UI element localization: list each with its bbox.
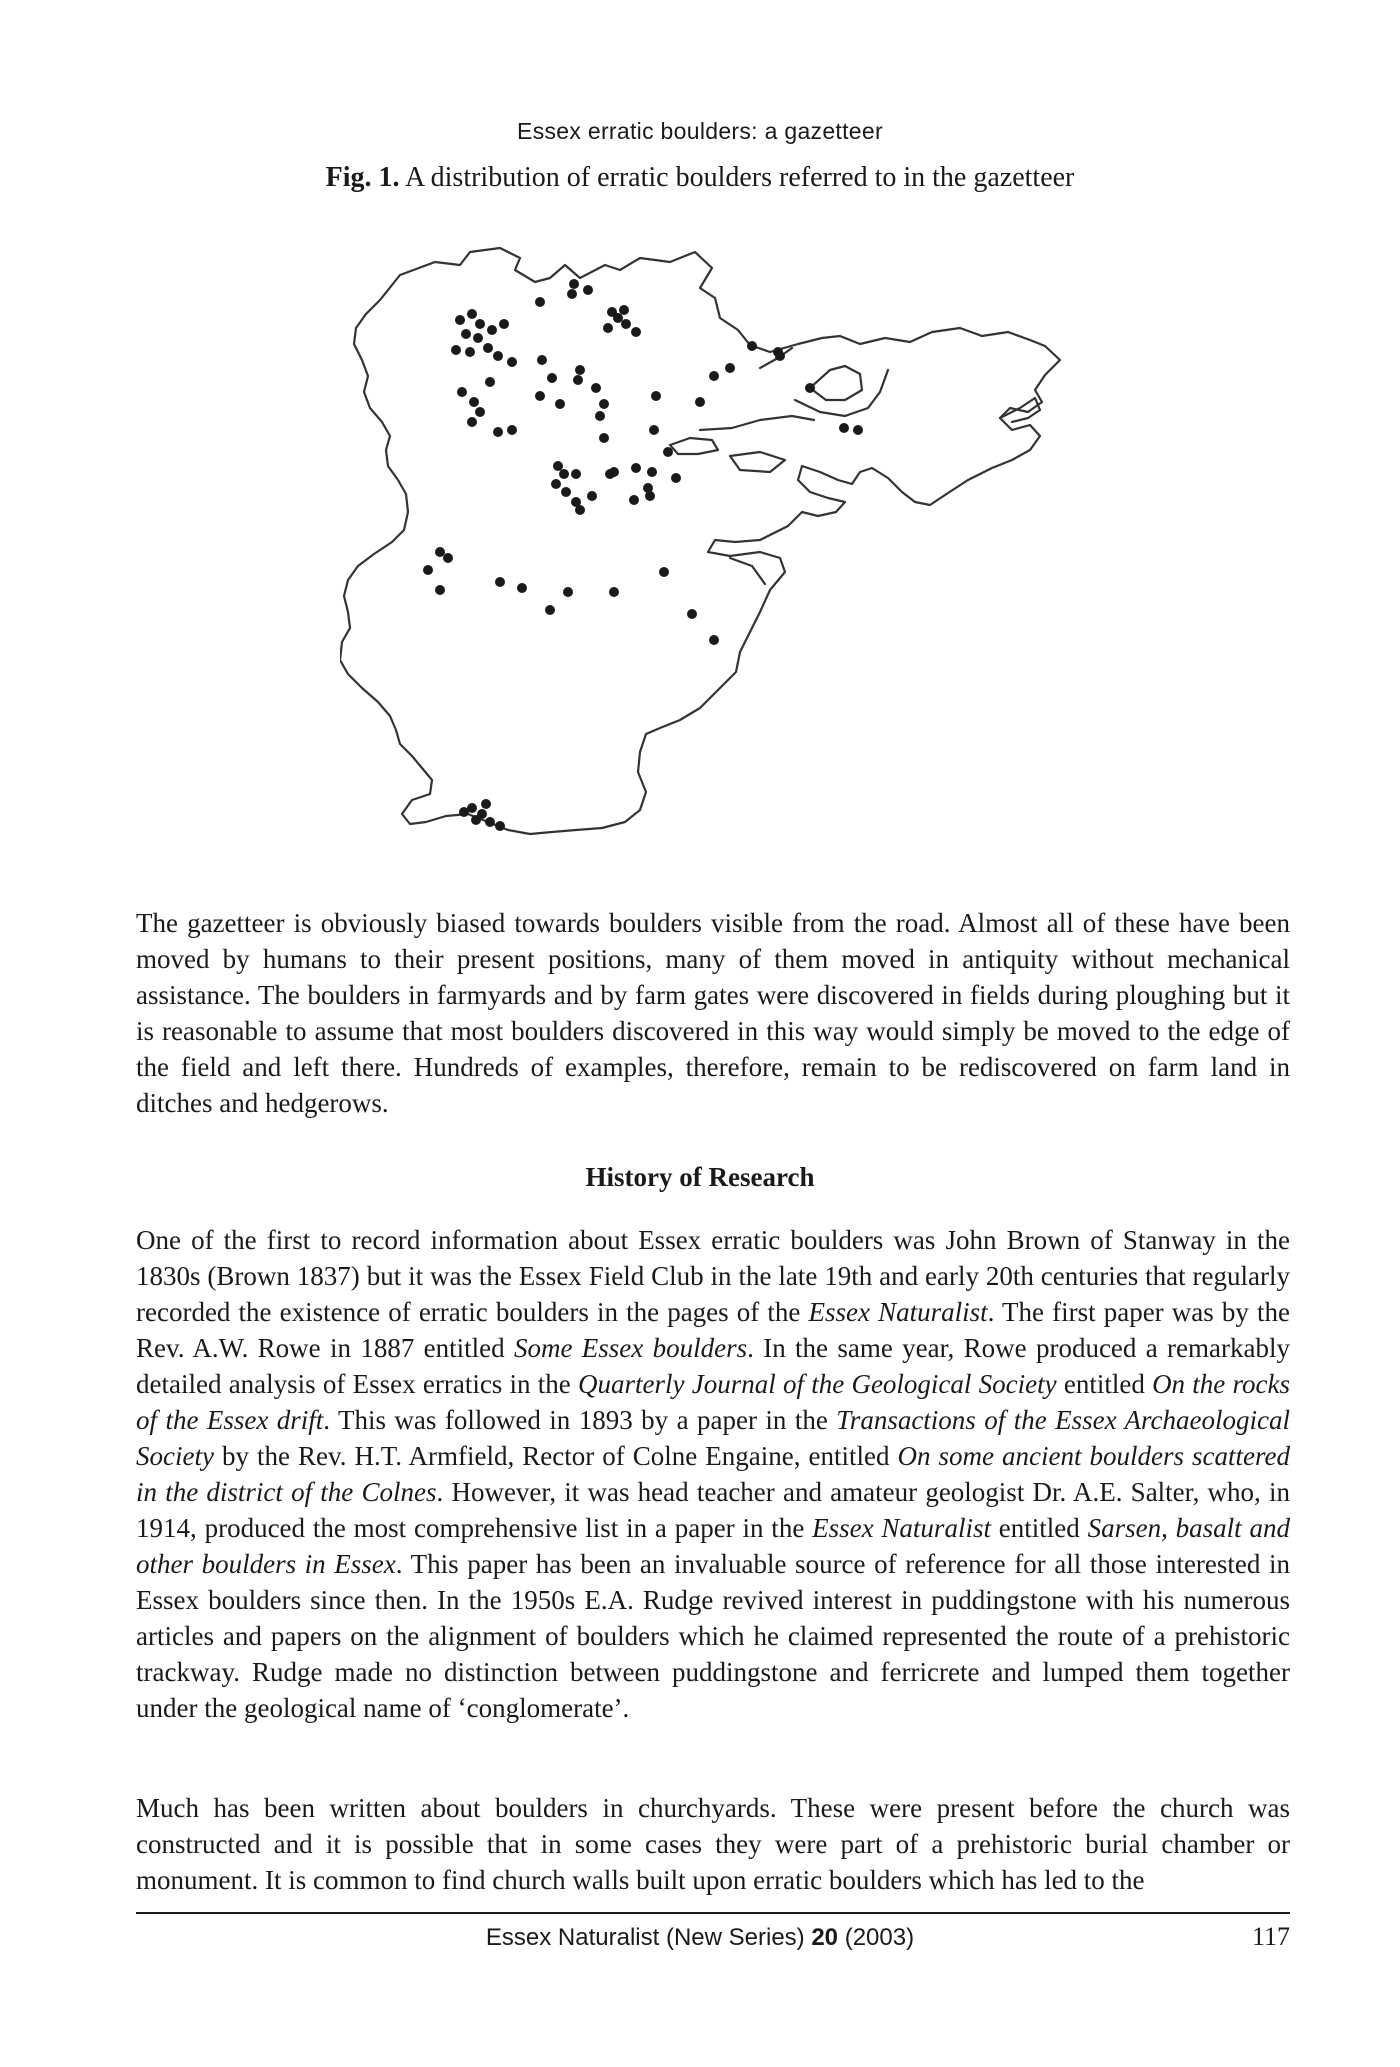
boulder-marker bbox=[575, 505, 585, 515]
county-outline bbox=[340, 248, 1060, 834]
boulder-marker bbox=[457, 387, 467, 397]
boulder-marker bbox=[645, 491, 655, 501]
text-run: entitled bbox=[1056, 1369, 1153, 1399]
osea-island bbox=[670, 438, 718, 454]
boulder-marker bbox=[605, 469, 615, 479]
text-run: One of the first to record information about Essex erratic boulders was John Brown of Stanway in the 1830s (Brown 1837) but it was the Essex Field Club in the late 19th and early 20th centuries that regularly recorded the existence of erratic boulders in the pages of the bbox=[136, 1225, 1290, 1327]
boulder-marker bbox=[517, 583, 527, 593]
boulder-marker bbox=[435, 547, 445, 557]
text-run: . In the same year, Rowe produced a remarkably detailed analysis of Essex erratics in the bbox=[136, 1333, 1290, 1399]
boulder-marker bbox=[595, 411, 605, 421]
boulder-marker bbox=[487, 325, 497, 335]
boulder-marker bbox=[475, 319, 485, 329]
boulder-marker bbox=[599, 399, 609, 409]
text-run: . The first paper was by the Rev. A.W. Rowe in 1887 entitled bbox=[136, 1297, 1290, 1363]
boulder-marker bbox=[563, 587, 573, 597]
figure-caption bbox=[0, 162, 1400, 194]
boulder-marker bbox=[495, 821, 505, 831]
boulder-marker bbox=[709, 371, 719, 381]
italic-title: Some Essex boulders bbox=[513, 1333, 748, 1363]
boulder-marker bbox=[663, 447, 673, 457]
italic-title: Essex Naturalist bbox=[808, 1297, 988, 1327]
running-head: Essex erratic boulders: a gazetteer bbox=[517, 118, 883, 144]
boulder-marker bbox=[455, 315, 465, 325]
boulder-marker bbox=[775, 351, 785, 361]
boulder-marker bbox=[659, 567, 669, 577]
text-run: . This was followed in 1893 by a paper in the bbox=[323, 1405, 837, 1435]
essex-outline-map bbox=[340, 240, 1100, 860]
volume-number: 20 bbox=[811, 1924, 839, 1951]
boulder-marker bbox=[507, 425, 517, 435]
boulder-marker bbox=[485, 817, 495, 827]
boulder-marker bbox=[567, 289, 577, 299]
italic-title: Quarterly Journal of the Geological Society bbox=[578, 1369, 1057, 1399]
boulder-marker bbox=[587, 491, 597, 501]
text-run: entitled bbox=[990, 1513, 1088, 1543]
boulder-marker bbox=[695, 397, 705, 407]
boulder-marker bbox=[451, 345, 461, 355]
boulder-marker bbox=[469, 397, 479, 407]
boulder-marker bbox=[583, 285, 593, 295]
paragraph-history bbox=[136, 1222, 1290, 1726]
boulder-marker bbox=[559, 469, 569, 479]
footer-citation bbox=[0, 1924, 1400, 1952]
boulder-marker bbox=[493, 427, 503, 437]
text-run: . However, it was head teacher and amateur geologist Dr. A.E. Salter, who, in 1914, produced the most comprehensive list in a paper in the bbox=[136, 1477, 1290, 1543]
boulder-marker bbox=[725, 363, 735, 373]
boulder-marker bbox=[853, 425, 863, 435]
boulder-marker bbox=[619, 305, 629, 315]
boulder-marker bbox=[571, 469, 581, 479]
text-run: . This paper has been an invaluable source of reference for all those interested in Essex boulders since then. In the 1950s E.A. Rudge revived interest in puddingstone with his numerous articles and papers on the alignment of boulders which he claimed represented the route of a prehistoric trackway. Rudge made no distinction between puddingstone and ferricrete and lumped them together under the geological name of ‘conglomerate’. bbox=[136, 1549, 1290, 1723]
boulder-marker bbox=[575, 365, 585, 375]
boulder-marker bbox=[709, 635, 719, 645]
italic-title: Essex Naturalist bbox=[812, 1513, 991, 1543]
boulder-marker bbox=[839, 423, 849, 433]
italic-title: Sarsen, basalt and other boulders in Essex bbox=[136, 1513, 1290, 1579]
boulder-marker bbox=[599, 433, 609, 443]
boulder-marker bbox=[461, 329, 471, 339]
boulder-marker bbox=[613, 313, 623, 323]
italic-title: On the rocks of the Essex drift bbox=[136, 1369, 1291, 1435]
figure-label: Fig. 1. bbox=[325, 162, 400, 193]
boulder-marker bbox=[591, 383, 601, 393]
boulder-marker bbox=[555, 399, 565, 409]
boulder-marker bbox=[647, 467, 657, 477]
boulder-marker bbox=[473, 333, 483, 343]
boulder-marker bbox=[467, 417, 477, 427]
boulder-marker bbox=[603, 323, 613, 333]
boulder-marker bbox=[495, 577, 505, 587]
boulder-marker bbox=[467, 309, 477, 319]
boulder-marker bbox=[629, 495, 639, 505]
boulder-marker bbox=[551, 479, 561, 489]
boulder-marker bbox=[561, 487, 571, 497]
boulder-marker bbox=[423, 565, 433, 575]
boulder-marker bbox=[545, 605, 555, 615]
publication-year: (2003) bbox=[838, 1924, 915, 1951]
italic-title: On some ancient boulders scattered in the district of the Colnes bbox=[136, 1441, 1290, 1507]
boulder-marker bbox=[467, 803, 477, 813]
boulder-marker bbox=[621, 319, 631, 329]
page-number: 117 bbox=[1251, 1922, 1290, 1951]
boulder-marker bbox=[537, 355, 547, 365]
boulder-marker bbox=[569, 279, 579, 289]
boulder-marker bbox=[499, 319, 509, 329]
boulder-marker bbox=[631, 463, 641, 473]
boulder-marker bbox=[477, 809, 487, 819]
boulder-marker bbox=[553, 461, 563, 471]
boulder-marker bbox=[435, 585, 445, 595]
boulder-marker bbox=[805, 383, 815, 393]
boulder-marker bbox=[747, 341, 757, 351]
boulder-marker bbox=[485, 377, 495, 387]
paragraph-churchyards: Much has been written about boulders in churchyards. These were present before the church was constructed and it is possible that in some cases they were part of a prehistoric burial chamber or monument. It is common to find church walls built upon erratic boulders which has led to the bbox=[136, 1793, 1290, 1895]
figure-caption-text: A distribution of erratic boulders referred to in the gazetteer bbox=[404, 162, 1075, 193]
mersea-island bbox=[810, 366, 862, 400]
boulder-marker bbox=[547, 373, 557, 383]
boulder-marker bbox=[535, 391, 545, 401]
boulder-marker bbox=[573, 375, 583, 385]
boulder-marker bbox=[465, 347, 475, 357]
boulder-marker bbox=[493, 351, 503, 361]
boulder-marker bbox=[443, 553, 453, 563]
boulder-markers bbox=[423, 279, 863, 831]
section-heading: History of Research bbox=[585, 1162, 815, 1192]
boulder-marker bbox=[609, 587, 619, 597]
boulder-marker bbox=[507, 357, 517, 367]
text-run: by the Rev. H.T. Armfield, Rector of Colne Engaine, entitled bbox=[213, 1441, 898, 1471]
boulder-marker bbox=[535, 297, 545, 307]
footer-rule bbox=[136, 1912, 1290, 1914]
boulder-marker bbox=[483, 343, 493, 353]
paragraph-gazetteer-bias: The gazetteer is obviously biased towards boulders visible from the road. Almost all of these have been moved by humans to their present positions, many of them moved in antiquity without mechanical assistance. The boulders in farmyards and by farm gates were discovered in fields during ploughing but it is reasonable to assume that most boulders discovered in this way would simply be moved to the edge of the field and left there. Hundreds of examples, therefore, remain to be rediscovered on farm land in ditches and hedgerows. bbox=[136, 908, 1290, 1118]
boulder-marker bbox=[631, 327, 641, 337]
boulder-marker bbox=[651, 391, 661, 401]
boulder-distribution-map bbox=[340, 240, 1100, 860]
boulder-marker bbox=[671, 473, 681, 483]
boulder-marker bbox=[687, 609, 697, 619]
boulder-marker bbox=[481, 799, 491, 809]
boulder-marker bbox=[649, 425, 659, 435]
boulder-marker bbox=[475, 407, 485, 417]
journal-name: Essex Naturalist (New Series) bbox=[485, 1924, 812, 1951]
italic-title: Transactions of the Essex Archaeological Society bbox=[136, 1405, 1290, 1471]
